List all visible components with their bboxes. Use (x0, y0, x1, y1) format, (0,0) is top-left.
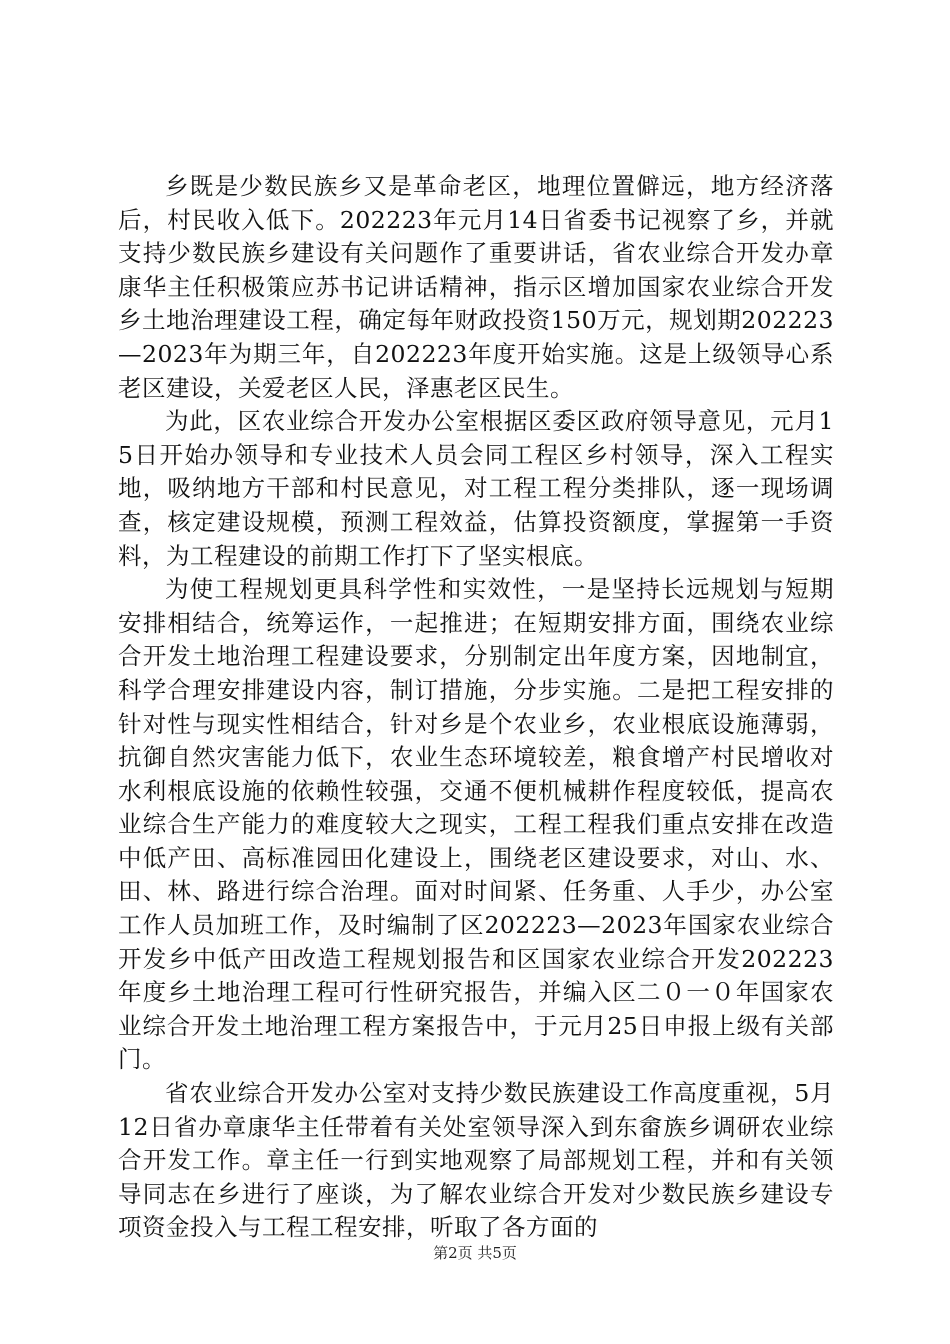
page-footer: 第2页 共5页 (433, 1244, 517, 1262)
document-body (118, 170, 834, 1245)
paragraph-2: 为此，区农业综合开发办公室根据区委区政府领导意见，元月15日开始办领导和专业技术人员会同工程区乡村领导，深入工程实地，吸纳地方干部和村民意见，对工程工程分类排队，逐一现场调查，核定建设规模，预测工程效益，估算投资额度，掌握第一手资料，为工程建设的前期工作打下了坚实根底。 (118, 407, 834, 570)
paragraph-3: 为使工程规划更具科学性和实效性，一是坚持长远规划与短期安排相结合，统筹运作，一起推进；在短期安排方面，围绕农业综合开发土地治理工程建设要求，分别制定出年度方案，因地制宜，科学合理安排建设内容，制订措施，分步实施。二是把工程安排的针对性与现实性相结合，针对乡是个农业乡，农业根底设施薄弱，抗御自然灾害能力低下，农业生态环境较差，粮食增产村民增收对水利根底设施的依赖性较强，交通不便机械耕作程度较低，提高农业综合生产能力的难度较大之现实，工程工程我们重点安排在改造中低产田、高标准园田化建设上，围绕老区建设要求，对山、水、田、林、路进行综合治理。面对时间紧、任务重、人手少，办公室工作人员加班工作，及时编制了区202223—2023年国家农业综合开发乡中低产田改造工程规划报告和区国家农业综合开发202223年度乡土地治理工程可行性研究报告，并编入区二０一０年国家农业综合开发土地治理工程方案报告中，于元月25日申报上级有关部门。 (118, 575, 834, 1074)
paragraph-4: 省农业综合开发办公室对支持少数民族建设工作高度重视，5月12日省办章康华主任带着有关处室领导深入到东畲族乡调研农业综合开发工作。章主任一行到实地观察了局部规划工程，并和有关领导同志在乡进行了座谈，为了解农业综合开发对少数民族乡建设专项资金投入与工程工程安排，听取了各方面的 (118, 1079, 834, 1242)
paragraph-1: 乡既是少数民族乡又是革命老区，地理位置僻远，地方经济落后，村民收入低下。202223年元月14日省委书记视察了乡，并就支持少数民族乡建设有关问题作了重要讲话，省农业综合开发办章康华主任积极策应苏书记讲话精神，指示区增加国家农业综合开发乡土地治理建设工程，确定每年财政投资150万元，规划期202223—2023年为期三年，自202223年度开始实施。这是上级领导心系老区建设，关爱老区人民，泽惠老区民生。 (118, 172, 834, 402)
